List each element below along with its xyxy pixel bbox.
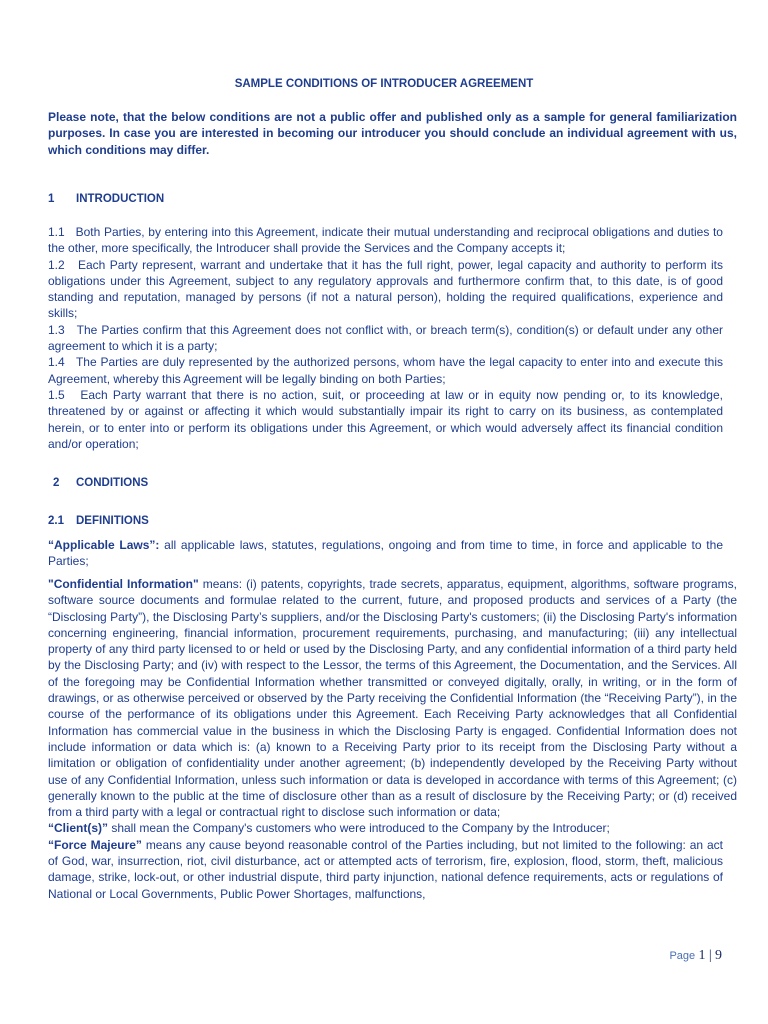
section-1-heading: [48, 191, 164, 207]
section-1-number: 1: [48, 193, 55, 205]
clause-text: Both Parties, by entering into this Agreement, indicate their mutual understanding and reciprocal obligations and duties to the other, more specifically, the Introducer shall provide the Services and the Company accepts it;: [48, 225, 723, 256]
definition-term: “Applicable Laws”:: [48, 538, 160, 552]
section-2-number: 2: [53, 477, 60, 489]
clause-1-3: [48, 322, 723, 355]
definition-text: means: (i) patents, copyrights, trade secrets, apparatus, equipment, algorithms, software programs, software source documents and formulae related to the current, future, and proposed products and services of a Party (the “Disclosing Party”), the Disclosing Party’s suppliers, and/or the Disclosing Party's customers; (ii) the Disclosing Party's information concerning engineering, financial information, procurement requirements, purchasing, and manufacturing; (iii) any intellectual property of any third party licensed to or held or used by the Disclosing Party, and any confidential information of a third party held by the Disclosing Party; and (iv) with respect to the Lessor, the terms of this Agreement, the Documentation, and the Services. All of the foregoing may be Confidential Information whether transmitted or conveyed digitally, orally, in writing, or in the form of drawings, or as otherwise perceived or observed by the Party receiving the Confidential Information (the “Receiving Party”), in the course of the performance of its obligations under this Agreement. Each Receiving Party acknowledges that all Confidential Information has commercial value in the business in which the Disclosing Party is engaged. Confidential Information does not include information or data which is: (a) known to a Receiving Party prior to its receipt from the Disclosing Party without a limitation or obligation of confidentiality under another agreement; (b) independently developed by the Receiving Party without use of any Confidential Information, unless such information or data is developed in accordance with terms of this Agreement; (c) generally known to the public at the time of disclosure other than as a result of disclosure by the Receiving Party; or (d) received from a third party with a legal or contractual right to disclose such information or data;: [48, 577, 738, 820]
page-current: 1: [698, 948, 706, 963]
page-total: 9: [715, 948, 722, 963]
disclaimer-notice: Please note, that the below conditions are not a public offer and published only as a sample for general familiarization purposes. In case you are interested in becoming our introducer you should conclude an individual agreement with us, which conditions may differ.: [48, 110, 737, 157]
clause-text: The Parties confirm that this Agreement does not conflict with, or breach term(s), condition(s) or default under any other agreement to which it is a party;: [48, 322, 723, 354]
clause-1-5: [48, 387, 723, 452]
page-label: Page: [669, 950, 696, 962]
clause-number: 1.3: [48, 322, 65, 337]
subsection-2-1-heading: [48, 513, 149, 529]
clause-text: Each Party warrant that there is no action, suit, or proceeding at law or in equity now pending or, to its knowledge, threatened by or against or affecting it which would substantially impair its right to carry on its business, as contemplated herein, or to enter into or perform its obligations under this Agreement, or which would adversely affect its financial condition and/or operation;: [48, 387, 723, 451]
definition-applicable-laws: [48, 537, 723, 578]
page-separator: |: [708, 948, 712, 963]
definition-clients: [48, 820, 723, 836]
clause-1-2: [48, 257, 723, 322]
clause-number: 1.4: [48, 355, 65, 370]
definition-text: all applicable laws, statutes, regulations, ongoing and from time to time, in force and applicable to the Parties;: [48, 538, 723, 569]
definition-text: means any cause beyond reasonable control of the Parties including, but not limited to the following: an act of God, war, insurrection, riot, civil disturbance, act or attempted acts of terrorism, fire, explosion, flood, storm, theft, malicious damage, strike, lock-out, or other industrial dispute, third party injunction, national defence requirements, acts or regulations of National or Local Governments, Public Power Shortages, malfunctions,: [48, 837, 723, 901]
definitions-list: [48, 576, 737, 902]
clause-text: Each Party represent, warrant and undertake that it has the full right, power, legal capacity and authority to perform its obligations under this Agreement, subject to any regulatory approvals and furthermore confirm that, to this date, is of good standing and reputation, managed by persons (if not a natural person), holding the required qualifications, experience and skills;: [48, 257, 723, 321]
document-title: SAMPLE CONDITIONS OF INTRODUCER AGREEMENT: [234, 78, 534, 90]
clause-number: 1.2: [48, 257, 65, 272]
clause-1-4: [48, 354, 723, 387]
definition-text: shall mean the Company's customers who were introduced to the Company by the Introducer;: [108, 821, 610, 836]
definition-confidential-information: [48, 576, 737, 820]
definition-term: "Confidential Information": [48, 577, 199, 591]
section-2-title: CONDITIONS: [76, 477, 149, 489]
clause-number: 1.1: [48, 225, 65, 239]
section-2-heading: [53, 475, 148, 491]
definition-term: “Client(s)”: [48, 821, 108, 836]
definition-term: “Force Majeure”: [48, 837, 142, 852]
clause-1-1: [48, 224, 723, 257]
section-1-title: INTRODUCTION: [76, 193, 165, 205]
definition-force-majeure: [48, 837, 723, 902]
section-1-clauses: [48, 224, 723, 452]
subsection-2-1-title: DEFINITIONS: [76, 515, 149, 527]
clause-number: 1.5: [48, 387, 65, 402]
clause-text: The Parties are duly represented by the authorized persons, whom have the legal capacity to enter into and execute this Agreement, whereby this Agreement will be legally binding on both Parties;: [48, 355, 723, 386]
definition-paragraph: [48, 537, 723, 570]
subsection-2-1-number: 2.1: [48, 515, 64, 527]
page-footer: [669, 947, 722, 964]
